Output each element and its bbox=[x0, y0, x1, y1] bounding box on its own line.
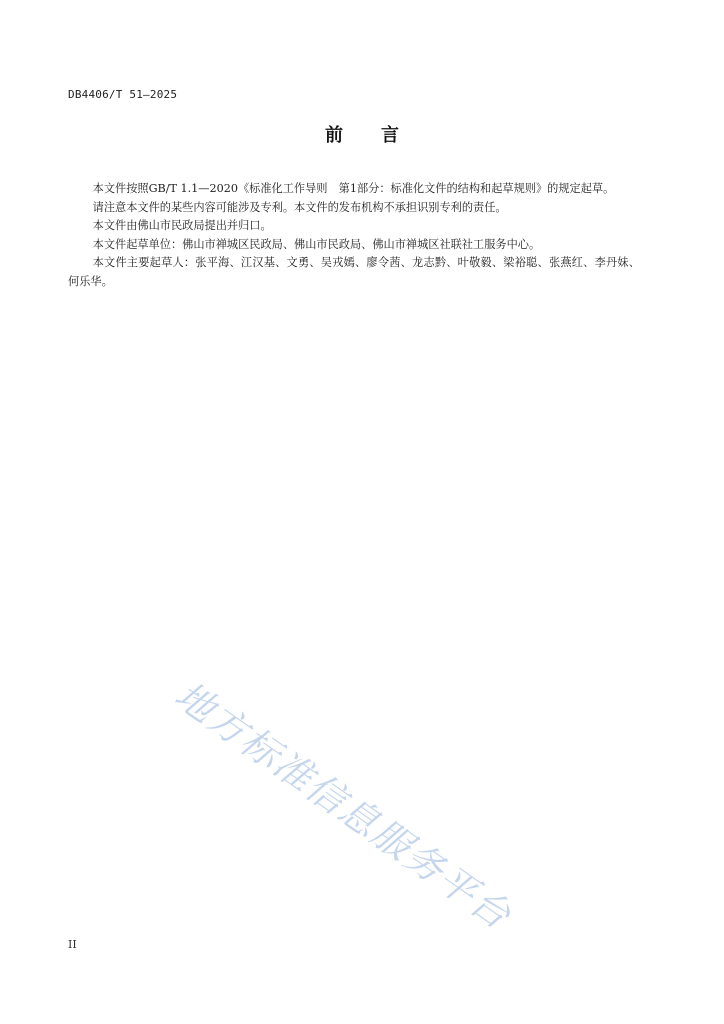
paragraph-drafting-rules: 本文件按照GB/T 1.1—2020《标准化工作导则 第1部分：标准化文件的结构和起草规则》的规定起草。 bbox=[92, 182, 615, 195]
document-code: DB4406/T 51—2025 bbox=[68, 88, 178, 101]
page-title: 前言 bbox=[325, 125, 437, 146]
paragraph-proposer: 本文件由佛山市民政局提出并归口。 bbox=[92, 219, 272, 233]
paragraph-patent-notice: 请注意本文件的某些内容可能涉及专利。本文件的发布机构不承担识别专利的责任。 bbox=[92, 200, 507, 214]
watermark: 地方标准信息服务平台 bbox=[166, 672, 520, 939]
paragraph-drafters: 本文件主要起草人：张平海、江汉基、文勇、吴戎嫣、廖令茜、龙志黔、叶敬毅、梁裕聪、张燕红、李丹妹、何乐华。 bbox=[68, 256, 640, 288]
page-number: II bbox=[68, 938, 77, 951]
foreword-body bbox=[68, 180, 640, 292]
paragraph-drafting-units: 本文件起草单位：佛山市禅城区民政局、佛山市民政局、佛山市禅城区社联社工服务中心。 bbox=[92, 237, 541, 251]
